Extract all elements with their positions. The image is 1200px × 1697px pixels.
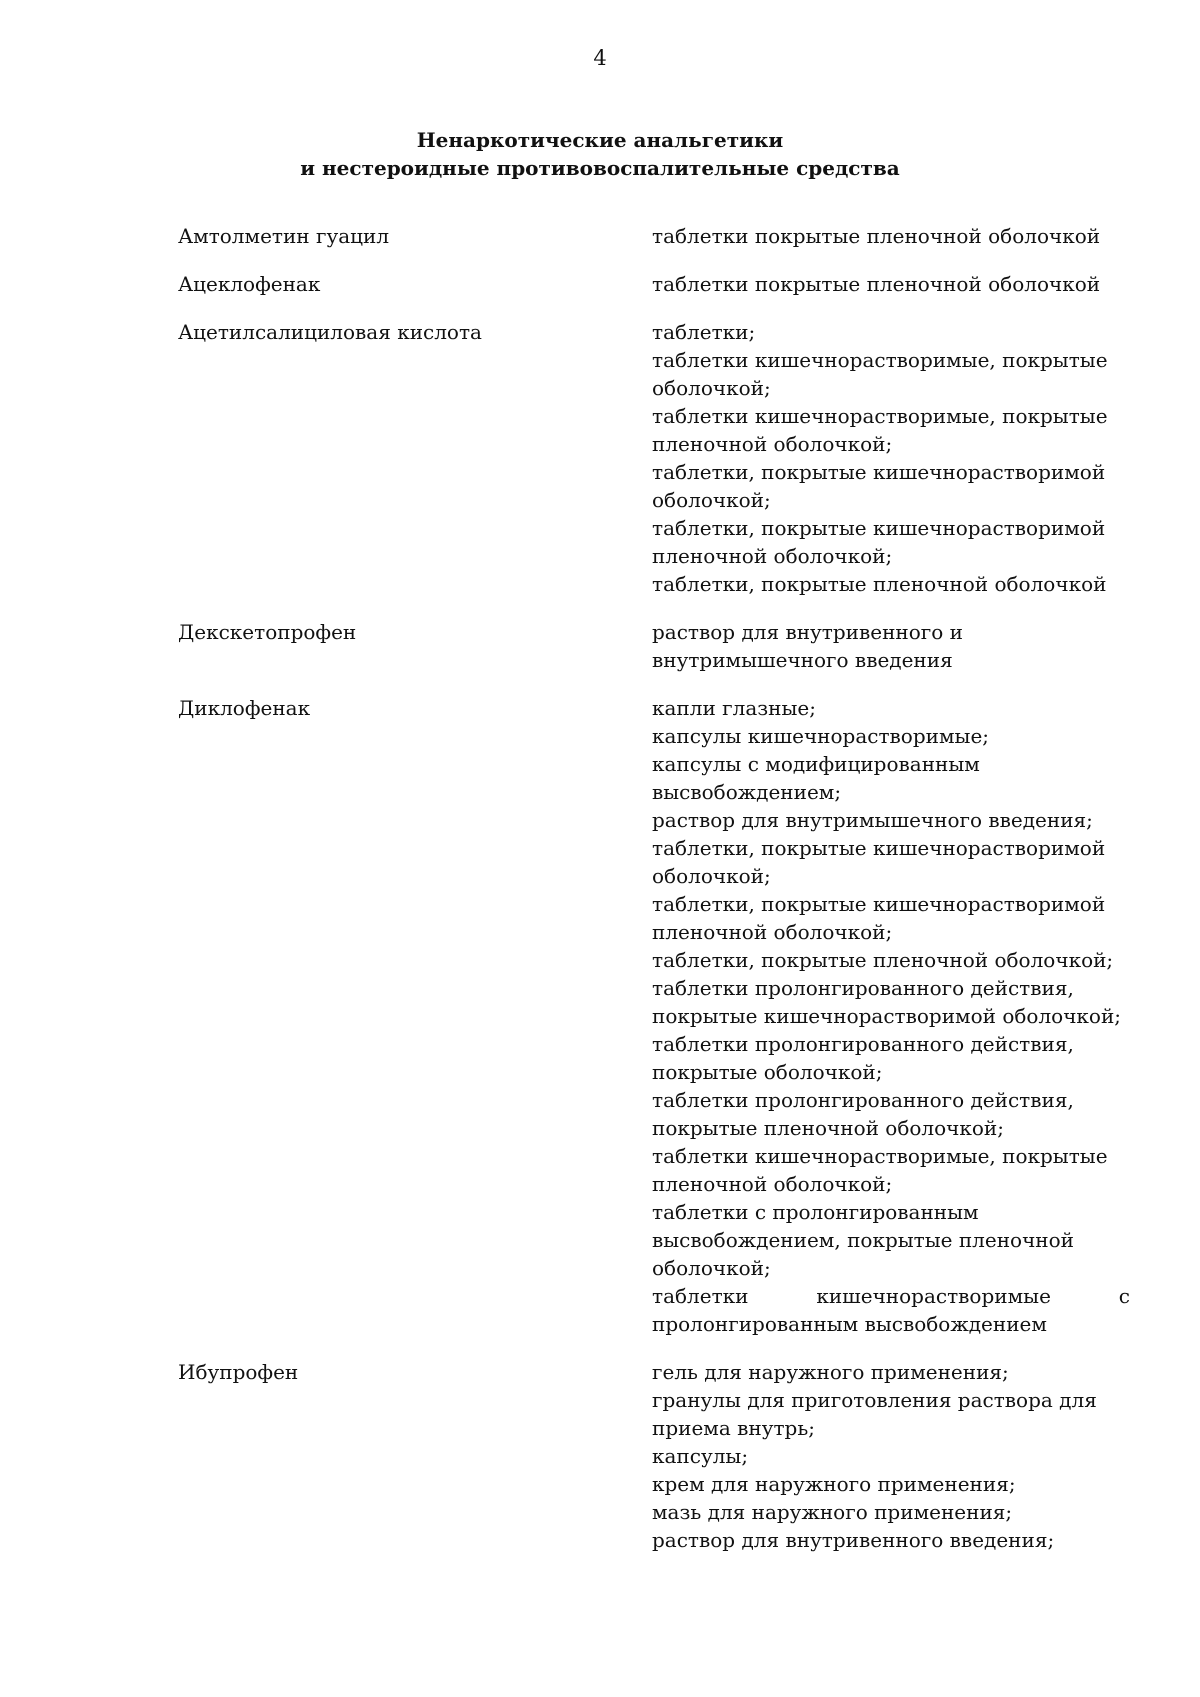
dosage-form-line: таблетки покрытые пленочной оболочкой [652, 224, 1101, 248]
dosage-form-line: мазь для наружного применения; [652, 1500, 1013, 1524]
drug-name: Декскетопрофен [178, 620, 357, 644]
dosage-form-line: таблетки, покрытые кишечнорастворимой [652, 516, 1106, 540]
dosage-form-line: пленочной оболочкой; [652, 544, 893, 568]
section-title-line-1: Ненаркотические анальгетики [416, 128, 784, 152]
dosage-form-line: таблетки пролонгированного действия, [652, 1032, 1074, 1056]
dosage-form-line: капсулы кишечнорастворимые; [652, 724, 990, 748]
dosage-form-line: таблетки пролонгированного действия, [652, 976, 1074, 1000]
dosage-form-line: таблетки с пролонгированным [652, 1200, 979, 1224]
page-number: 4 [593, 46, 607, 70]
dosage-form-line: оболочкой; [652, 488, 771, 512]
drug-list [0, 222, 1200, 1574]
dosage-form-line: приема внутрь; [652, 1416, 815, 1440]
dosage-form-line: пленочной оболочкой; [652, 920, 893, 944]
dosage-form-line: таблетки, покрытые кишечнорастворимой [652, 892, 1106, 916]
section-title-line-2: и нестероидные противовоспалительные средства [300, 156, 900, 180]
drug-name: Диклофенак [178, 696, 311, 720]
dosage-form-line: гранулы для приготовления раствора для [652, 1388, 1097, 1412]
dosage-forms [652, 1358, 1136, 1554]
dosage-form-line: крем для наружного применения; [652, 1472, 1016, 1496]
dosage-forms [652, 318, 1136, 598]
drug-entry [0, 618, 1200, 674]
drug-name: Ацеклофенак [178, 272, 321, 296]
dosage-form-line: таблетки, покрытые пленочной оболочкой [652, 572, 1107, 596]
drug-entry [0, 694, 1200, 1338]
dosage-form-line: пролонгированным высвобождением [652, 1312, 1047, 1336]
dosage-form-line: таблетки; [652, 320, 756, 344]
dosage-form-line: раствор для внутримышечного введения; [652, 808, 1093, 832]
dosage-form-line: гель для наружного применения; [652, 1360, 1009, 1384]
dosage-forms [652, 618, 1136, 674]
dosage-form-line: пленочной оболочкой; [652, 1172, 893, 1196]
drug-entry [0, 1358, 1200, 1554]
dosage-form-line: таблетки кишечнорастворимые, покрытые [652, 348, 1108, 372]
drug-entry [0, 318, 1200, 598]
dosage-forms [652, 222, 1136, 250]
dosage-form-line: пленочной оболочкой; [652, 432, 893, 456]
dosage-form-line: покрытые пленочной оболочкой; [652, 1116, 1004, 1140]
dosage-form-line: оболочкой; [652, 376, 771, 400]
dosage-form-line: оболочкой; [652, 864, 771, 888]
dosage-form-line: таблетки кишечнорастворимые, покрытые [652, 404, 1108, 428]
dosage-form-line: таблетки, покрытые пленочной оболочкой; [652, 948, 1114, 972]
dosage-form-line: таблетки кишечнорастворимые с [652, 1284, 1130, 1308]
section-title [0, 126, 1200, 182]
dosage-form-line: раствор для внутривенного и [652, 620, 964, 644]
dosage-form-line: таблетки покрытые пленочной оболочкой [652, 272, 1101, 296]
dosage-form-line: высвобождением; [652, 780, 842, 804]
dosage-forms [652, 694, 1136, 1338]
dosage-forms [652, 270, 1136, 298]
dosage-form-line: капсулы; [652, 1444, 749, 1468]
dosage-form-line: капсулы с модифицированным [652, 752, 980, 776]
drug-entry [0, 222, 1200, 250]
dosage-form-line: покрытые кишечнорастворимой оболочкой; [652, 1004, 1122, 1028]
dosage-form-line: раствор для внутривенного введения; [652, 1528, 1055, 1552]
drug-entry [0, 270, 1200, 298]
dosage-form-line: таблетки, покрытые кишечнорастворимой [652, 836, 1106, 860]
dosage-form-line: оболочкой; [652, 1256, 771, 1280]
dosage-form-line: капли глазные; [652, 696, 816, 720]
dosage-form-line: таблетки кишечнорастворимые, покрытые [652, 1144, 1108, 1168]
drug-name: Ацетилсалициловая кислота [178, 320, 482, 344]
drug-name: Ибупрофен [178, 1360, 299, 1384]
dosage-form-line: внутримышечного введения [652, 648, 953, 672]
dosage-form-line: таблетки, покрытые кишечнорастворимой [652, 460, 1106, 484]
drug-name: Амтолметин гуацил [178, 224, 390, 248]
dosage-form-line: покрытые оболочкой; [652, 1060, 883, 1084]
dosage-form-line: таблетки пролонгированного действия, [652, 1088, 1074, 1112]
dosage-form-line: высвобождением, покрытые пленочной [652, 1228, 1075, 1252]
